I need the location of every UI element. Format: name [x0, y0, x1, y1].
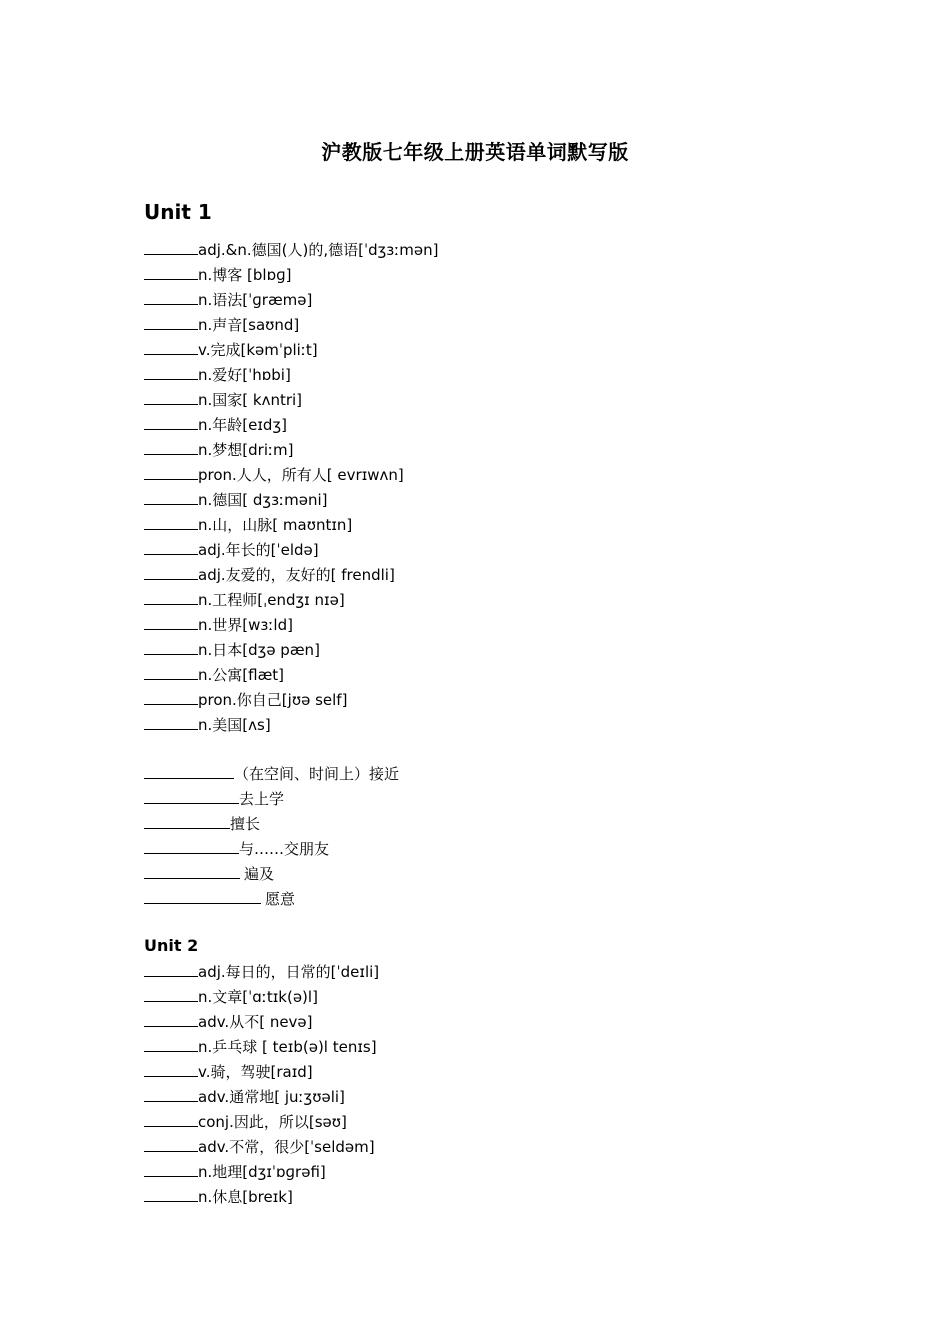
answer-blank[interactable] [144, 537, 198, 555]
answer-blank[interactable] [144, 1159, 198, 1177]
answer-blank[interactable] [144, 786, 239, 804]
word-item [144, 1184, 379, 1209]
word-clue: n.乒乓球 [ teɪb(ə)l tenɪs] [198, 1038, 377, 1056]
word-item [144, 387, 438, 412]
word-clue: n.日本[dʒə pæn] [198, 641, 320, 659]
word-clue: n.工程师[ˌendʒɪ nɪə] [198, 591, 345, 609]
word-clue: adv.不常，很少[ˈseldəm] [198, 1138, 375, 1156]
word-clue: n.美国[ʌs] [198, 716, 271, 734]
word-item [144, 237, 438, 262]
answer-blank[interactable] [144, 1009, 198, 1027]
phrase-item [144, 786, 399, 811]
answer-blank[interactable] [144, 861, 240, 879]
word-item [144, 462, 438, 487]
answer-blank[interactable] [144, 811, 230, 829]
answer-blank[interactable] [144, 262, 198, 280]
word-clue: n.博客 [blɒɡ] [198, 266, 292, 284]
phrase-clue: 去上学 [239, 790, 285, 808]
word-item [144, 1159, 379, 1184]
word-clue: adv.从不[ nevə] [198, 1013, 313, 1031]
answer-blank[interactable] [144, 1184, 198, 1202]
answer-blank[interactable] [144, 761, 234, 779]
word-clue: conj.因此，所以[səʊ] [198, 1113, 347, 1131]
word-clue: adv.通常地[ juːʒʊəli] [198, 1088, 345, 1106]
word-item [144, 437, 438, 462]
unit-1-phrase-list [144, 761, 399, 911]
answer-blank[interactable] [144, 662, 198, 680]
unit-1-word-list [144, 237, 438, 737]
word-clue: pron.人人，所有人[ evrɪwʌn] [198, 466, 404, 484]
word-clue: n.国家[ kʌntri] [198, 391, 303, 409]
word-clue: n.声音[saʊnd] [198, 316, 300, 334]
phrase-clue: 愿意 [265, 890, 296, 908]
word-item [144, 1059, 379, 1084]
word-clue: n.梦想[driːm] [198, 441, 294, 459]
word-clue: pron.你自己[jʊə self] [198, 691, 348, 709]
answer-blank[interactable] [144, 836, 239, 854]
answer-blank[interactable] [144, 237, 198, 255]
word-clue: n.公寓[flæt] [198, 666, 285, 684]
answer-blank[interactable] [144, 1059, 198, 1077]
word-item [144, 562, 438, 587]
answer-blank[interactable] [144, 1109, 198, 1127]
answer-blank[interactable] [144, 687, 198, 705]
answer-blank[interactable] [144, 1084, 198, 1102]
word-item [144, 337, 438, 362]
word-item [144, 312, 438, 337]
phrase-item [144, 861, 399, 886]
word-clue: adj.友爱的，友好的[ frendli] [198, 566, 395, 584]
word-item [144, 1009, 379, 1034]
word-clue: adj.&n.德国(人)的,德语[ˈdʒɜːmən] [198, 241, 439, 259]
word-item [144, 587, 438, 612]
word-item [144, 512, 438, 537]
answer-blank[interactable] [144, 362, 198, 380]
phrase-item [144, 761, 399, 786]
word-item [144, 262, 438, 287]
answer-blank[interactable] [144, 387, 198, 405]
answer-blank[interactable] [144, 886, 261, 904]
word-item [144, 1134, 379, 1159]
phrase-item [144, 886, 399, 911]
answer-blank[interactable] [144, 712, 198, 730]
answer-blank[interactable] [144, 637, 198, 655]
answer-blank[interactable] [144, 337, 198, 355]
word-clue: n.文章[ˈɑːtɪk(ə)l] [198, 988, 318, 1006]
answer-blank[interactable] [144, 562, 198, 580]
word-item [144, 712, 438, 737]
answer-blank[interactable] [144, 462, 198, 480]
answer-blank[interactable] [144, 312, 198, 330]
answer-blank[interactable] [144, 512, 198, 530]
word-item [144, 412, 438, 437]
answer-blank[interactable] [144, 1134, 198, 1152]
answer-blank[interactable] [144, 587, 198, 605]
word-clue: v.完成[kəmˈpliːt] [198, 341, 318, 359]
word-item [144, 687, 438, 712]
word-item [144, 1034, 379, 1059]
phrase-clue: 擅长 [230, 815, 261, 833]
unit-2-heading: Unit 2 [144, 936, 199, 955]
word-clue: adj.每日的，日常的[ˈdeɪli] [198, 963, 380, 981]
word-clue: n.地理[dʒɪˈɒɡrəfi] [198, 1163, 326, 1181]
word-clue: n.语法[ˈɡræmə] [198, 291, 313, 309]
word-clue: n.山，山脉[ maʊntɪn] [198, 516, 353, 534]
word-item [144, 662, 438, 687]
phrase-clue: 与……交朋友 [239, 840, 330, 858]
phrase-clue: 遍及 [244, 865, 275, 883]
word-item [144, 487, 438, 512]
word-clue: n.年龄[eɪdʒ] [198, 416, 287, 434]
word-item [144, 637, 438, 662]
answer-blank[interactable] [144, 487, 198, 505]
answer-blank[interactable] [144, 1034, 198, 1052]
phrase-clue: （在空间、时间上）接近 [234, 765, 400, 783]
word-clue: adj.年长的[ˈeldə] [198, 541, 319, 559]
word-item [144, 537, 438, 562]
word-clue: n.休息[breɪk] [198, 1188, 293, 1206]
word-item [144, 362, 438, 387]
answer-blank[interactable] [144, 287, 198, 305]
document-title: 沪教版七年级上册英语单词默写版 [321, 140, 629, 164]
word-clue: n.爱好[ˈhɒbi] [198, 366, 291, 384]
word-item [144, 612, 438, 637]
word-item [144, 1109, 379, 1134]
unit-1-heading: Unit 1 [144, 200, 212, 224]
word-clue: n.德国[ dʒɜːməni] [198, 491, 328, 509]
answer-blank[interactable] [144, 437, 198, 455]
answer-blank[interactable] [144, 984, 198, 1002]
unit-2-word-list [144, 959, 379, 1209]
answer-blank[interactable] [144, 612, 198, 630]
answer-blank[interactable] [144, 412, 198, 430]
word-clue: v.骑，驾驶[raɪd] [198, 1063, 313, 1081]
word-item [144, 1084, 379, 1109]
word-clue: n.世界[wɜːld] [198, 616, 293, 634]
phrase-item [144, 836, 399, 861]
word-item [144, 287, 438, 312]
answer-blank[interactable] [144, 959, 198, 977]
word-item [144, 984, 379, 1009]
phrase-item [144, 811, 399, 836]
word-item [144, 959, 379, 984]
